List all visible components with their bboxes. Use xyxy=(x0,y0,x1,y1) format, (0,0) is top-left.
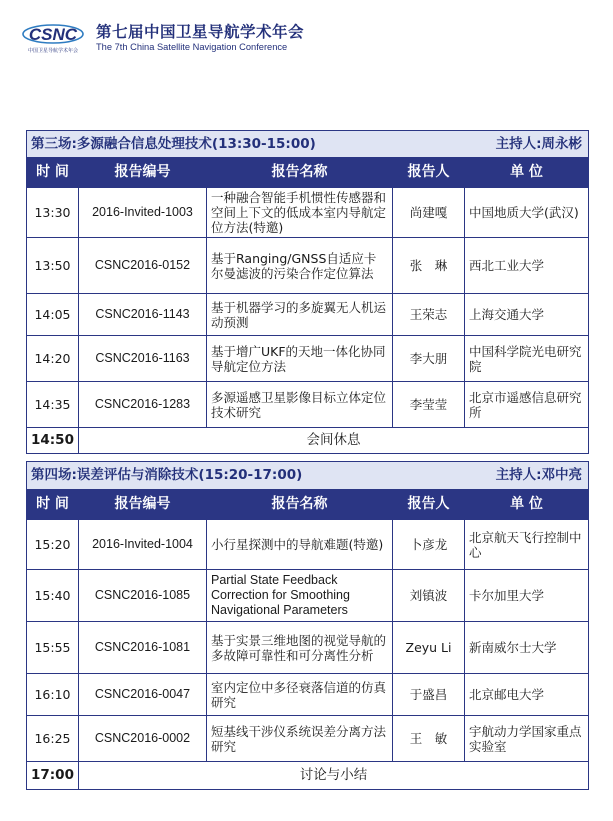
talk-title: Partial State Feedback Correction for Smoothing Navigational Parameters xyxy=(207,570,393,622)
talk-org: 新南威尔士大学 xyxy=(465,622,589,674)
col-speaker-header: 报告人 xyxy=(393,490,465,520)
talk-time: 15:55 xyxy=(27,622,79,674)
conference-title-cn: 第七届中国卫星导航学术年会 xyxy=(96,23,305,41)
table-row xyxy=(27,622,589,674)
session3-column-headers xyxy=(27,158,589,188)
talk-time: 14:05 xyxy=(27,294,79,336)
talk-org: 北京航天飞行控制中心 xyxy=(465,520,589,570)
talk-org: 北京市遥感信息研究所 xyxy=(465,382,589,428)
session3-title: 第三场:多源融合信息处理技术(13:30-15:00) xyxy=(27,131,393,158)
talk-time: 15:40 xyxy=(27,570,79,622)
talk-org: 北京邮电大学 xyxy=(465,674,589,716)
talk-time: 14:20 xyxy=(27,336,79,382)
session3-header-row xyxy=(27,131,589,158)
talk-title: 基于实景三维地图的视觉导航的多故障可靠性和可分离性分析 xyxy=(207,622,393,674)
talk-speaker: 张 琳 xyxy=(393,238,465,294)
col-org-header: 单 位 xyxy=(465,490,589,520)
col-org-header: 单 位 xyxy=(465,158,589,188)
break-row xyxy=(27,428,589,454)
session4-table xyxy=(26,461,589,790)
session4-title: 第四场:误差评估与消除技术(15:20-17:00) xyxy=(27,462,393,490)
talk-code: CSNC2016-1283 xyxy=(79,382,207,428)
csnc-logo-icon xyxy=(20,16,86,58)
talk-org: 西北工业大学 xyxy=(465,238,589,294)
talk-speaker: 于盛昌 xyxy=(393,674,465,716)
talk-speaker: 刘镇波 xyxy=(393,570,465,622)
talk-title: 室内定位中多径衰落信道的仿真研究 xyxy=(207,674,393,716)
session3-host: 主持人:周永彬 xyxy=(393,131,589,158)
col-title-header: 报告名称 xyxy=(207,158,393,188)
talk-code: 2016-Invited-1004 xyxy=(79,520,207,570)
talk-speaker: 王荣志 xyxy=(393,294,465,336)
talk-speaker: 李大朋 xyxy=(393,336,465,382)
break-time: 17:00 xyxy=(27,762,79,790)
talk-title: 小行星探测中的导航难题(特邀) xyxy=(207,520,393,570)
session4-host: 主持人:邓中亮 xyxy=(393,462,589,490)
talk-time: 16:25 xyxy=(27,716,79,762)
break-time: 14:50 xyxy=(27,428,79,454)
talk-org: 中国地质大学(武汉) xyxy=(465,188,589,238)
col-title-header: 报告名称 xyxy=(207,490,393,520)
col-time-header: 时 间 xyxy=(27,158,79,188)
table-row xyxy=(27,520,589,570)
table-row xyxy=(27,674,589,716)
talk-speaker: 王 敏 xyxy=(393,716,465,762)
talk-code: CSNC2016-1143 xyxy=(79,294,207,336)
talk-time: 13:30 xyxy=(27,188,79,238)
talk-code: CSNC2016-0047 xyxy=(79,674,207,716)
talk-org: 中国科学院光电研究院 xyxy=(465,336,589,382)
talk-code: CSNC2016-1081 xyxy=(79,622,207,674)
col-speaker-header: 报告人 xyxy=(393,158,465,188)
talk-title: 一种融合智能手机惯性传感器和空间上下文的低成本室内导航定位方法(特邀) xyxy=(207,188,393,238)
table-row xyxy=(27,716,589,762)
session4-column-headers xyxy=(27,490,589,520)
talk-title: 短基线干涉仪系统误差分离方法研究 xyxy=(207,716,393,762)
talk-time: 16:10 xyxy=(27,674,79,716)
talk-org: 卡尔加里大学 xyxy=(465,570,589,622)
table-row xyxy=(27,294,589,336)
talk-org: 宇航动力学国家重点实验室 xyxy=(465,716,589,762)
talk-speaker: 尚建嘎 xyxy=(393,188,465,238)
talk-title: 多源遥感卫星影像目标立体定位技术研究 xyxy=(207,382,393,428)
table-row xyxy=(27,382,589,428)
session3-table xyxy=(26,130,589,454)
talk-title: 基于Ranging/GNSS自适应卡尔曼滤波的污染合作定位算法 xyxy=(207,238,393,294)
talk-title: 基于增广UKF的天地一体化协同导航定位方法 xyxy=(207,336,393,382)
col-code-header: 报告编号 xyxy=(79,158,207,188)
talk-time: 14:35 xyxy=(27,382,79,428)
table-row xyxy=(27,238,589,294)
conference-title-en: The 7th China Satellite Navigation Conference xyxy=(96,42,288,52)
table-row xyxy=(27,570,589,622)
talk-code: CSNC2016-0002 xyxy=(79,716,207,762)
talk-code: 2016-Invited-1003 xyxy=(79,188,207,238)
break-label: 会间休息 xyxy=(79,428,589,454)
table-row xyxy=(27,188,589,238)
talk-speaker: 李莹莹 xyxy=(393,382,465,428)
break-row xyxy=(27,762,589,790)
talk-speaker: 卜彦龙 xyxy=(393,520,465,570)
svg-text:中国卫星导航学术年会: 中国卫星导航学术年会 xyxy=(27,48,79,54)
talk-speaker: Zeyu Li xyxy=(393,622,465,674)
talk-code: CSNC2016-0152 xyxy=(79,238,207,294)
session4-header-row xyxy=(27,462,589,490)
talk-time: 13:50 xyxy=(27,238,79,294)
talk-time: 15:20 xyxy=(27,520,79,570)
talk-org: 上海交通大学 xyxy=(465,294,589,336)
talk-code: CSNC2016-1163 xyxy=(79,336,207,382)
talk-title: 基于机器学习的多旋翼无人机运动预测 xyxy=(207,294,393,336)
break-label: 讨论与小结 xyxy=(79,762,589,790)
svg-text:CSNC: CSNC xyxy=(28,25,78,44)
conference-header xyxy=(0,0,613,64)
table-row xyxy=(27,336,589,382)
talk-code: CSNC2016-1085 xyxy=(79,570,207,622)
col-code-header: 报告编号 xyxy=(79,490,207,520)
col-time-header: 时 间 xyxy=(27,490,79,520)
